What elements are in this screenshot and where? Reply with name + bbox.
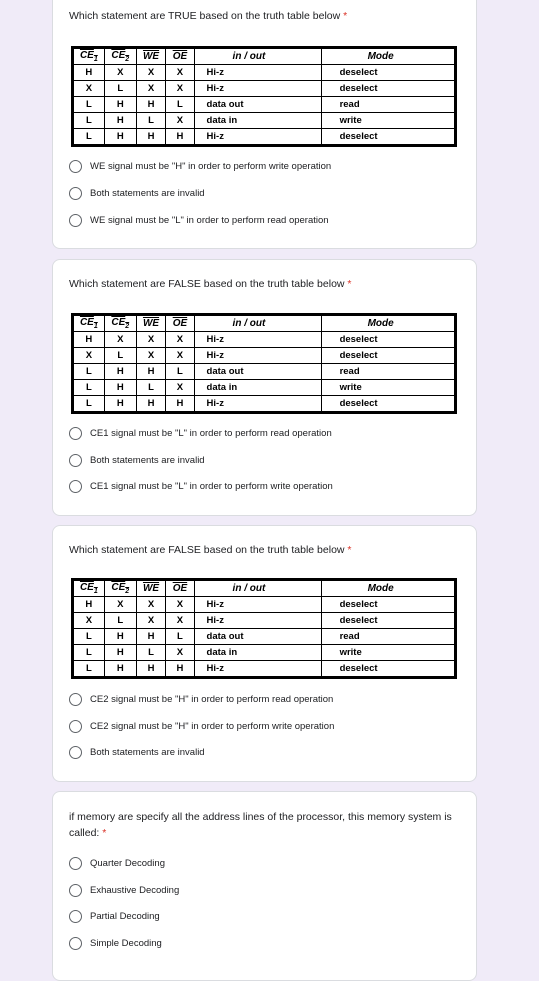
table-cell: data out <box>194 629 321 645</box>
table-row <box>73 629 456 645</box>
question-card-1 <box>52 0 477 249</box>
table-cell: H <box>136 396 166 413</box>
table-cell: read <box>321 364 455 380</box>
radio-button[interactable] <box>69 884 82 897</box>
table-row <box>73 129 456 146</box>
table-cell: L <box>136 645 166 661</box>
table-cell: X <box>166 113 194 129</box>
option-2[interactable]: Both statements are invalid <box>69 187 205 200</box>
table-cell: read <box>321 629 455 645</box>
table-header: in / out <box>194 48 321 65</box>
table-cell: deselect <box>321 597 455 613</box>
table-cell: deselect <box>321 81 455 97</box>
radio-button[interactable] <box>69 480 82 493</box>
question-card-4 <box>52 791 477 981</box>
table-cell: deselect <box>321 396 455 413</box>
table-cell: data out <box>194 97 321 113</box>
table-header: $CE_1$ <box>73 48 105 65</box>
table-row <box>73 348 456 364</box>
table-cell: X <box>166 332 194 348</box>
table-cell: Hi-z <box>194 613 321 629</box>
table-cell: L <box>73 645 105 661</box>
table-cell: H <box>73 332 105 348</box>
table-header: $CE_2$ <box>104 48 136 65</box>
table-cell: H <box>73 65 105 81</box>
table-row <box>73 661 456 678</box>
table-cell: write <box>321 645 455 661</box>
table-cell: data in <box>194 645 321 661</box>
table-cell: L <box>73 629 105 645</box>
table-header: Mode <box>321 315 455 332</box>
table-cell: L <box>73 129 105 146</box>
table-cell: Hi-z <box>194 65 321 81</box>
table-cell: X <box>166 645 194 661</box>
option-2[interactable]: Exhaustive Decoding <box>69 884 179 897</box>
table-cell: H <box>136 97 166 113</box>
table-cell: Hi-z <box>194 348 321 364</box>
table-cell: data in <box>194 380 321 396</box>
radio-button[interactable] <box>69 720 82 733</box>
table-cell: L <box>73 113 105 129</box>
radio-button[interactable] <box>69 454 82 467</box>
table-cell: Hi-z <box>194 396 321 413</box>
option-2[interactable]: Both statements are invalid <box>69 454 205 467</box>
table-cell: L <box>166 97 194 113</box>
question-card-2 <box>52 259 477 516</box>
table-cell: L <box>166 629 194 645</box>
table-cell: X <box>166 65 194 81</box>
table-cell: Hi-z <box>194 81 321 97</box>
option-1[interactable]: CE2 signal must be "H" in order to perform read operation <box>69 693 333 706</box>
table-cell: read <box>321 97 455 113</box>
table-cell: H <box>136 364 166 380</box>
question-text: Which statement are TRUE based on the truth table below * <box>69 10 348 22</box>
table-cell: deselect <box>321 65 455 81</box>
table-header: $\overline{OE}$ <box>166 48 194 65</box>
table-cell: L <box>136 380 166 396</box>
table-cell: X <box>166 597 194 613</box>
table-cell: H <box>73 597 105 613</box>
table-header: $CE_1$ <box>73 315 105 332</box>
table-cell: L <box>73 380 105 396</box>
table-cell: H <box>104 113 136 129</box>
table-cell: H <box>104 645 136 661</box>
truth-table <box>71 46 457 147</box>
table-header: $CE_1$ <box>73 580 105 597</box>
table-row <box>73 380 456 396</box>
radio-button[interactable] <box>69 427 82 440</box>
table-cell: H <box>104 97 136 113</box>
table-row <box>73 645 456 661</box>
option-1[interactable]: Quarter Decoding <box>69 857 165 870</box>
radio-button[interactable] <box>69 693 82 706</box>
question-text: Which statement are FALSE based on the truth table below * <box>69 544 352 556</box>
table-cell: H <box>104 380 136 396</box>
option-1[interactable]: WE signal must be "H" in order to perform write operation <box>69 160 331 173</box>
table-cell: Hi-z <box>194 661 321 678</box>
table-row <box>73 81 456 97</box>
truth-table <box>71 313 457 414</box>
table-cell: L <box>104 81 136 97</box>
table-cell: H <box>166 661 194 678</box>
table-cell: X <box>166 81 194 97</box>
table-header: $CE_2$ <box>104 580 136 597</box>
radio-button[interactable] <box>69 937 82 950</box>
table-cell: H <box>136 629 166 645</box>
table-cell: H <box>166 129 194 146</box>
table-cell: X <box>166 380 194 396</box>
table-header: Mode <box>321 48 455 65</box>
table-row <box>73 332 456 348</box>
table-header: $\overline{OE}$ <box>166 315 194 332</box>
question-text: if memory are specify all the address lines of the processor, this memory system is called: * <box>69 811 452 839</box>
table-header: $CE_2$ <box>104 315 136 332</box>
table-row <box>73 364 456 380</box>
table-cell: X <box>104 65 136 81</box>
table-cell: X <box>73 81 105 97</box>
table-cell: X <box>73 348 105 364</box>
table-row <box>73 97 456 113</box>
table-cell: L <box>73 661 105 678</box>
table-cell: H <box>104 364 136 380</box>
table-header: Mode <box>321 580 455 597</box>
radio-button[interactable] <box>69 160 82 173</box>
table-cell: X <box>136 348 166 364</box>
table-cell: L <box>104 613 136 629</box>
truth-table <box>71 578 457 679</box>
table-row <box>73 113 456 129</box>
table-cell: L <box>166 364 194 380</box>
table-cell: H <box>136 661 166 678</box>
table-row <box>73 396 456 413</box>
table-row <box>73 613 456 629</box>
table-cell: X <box>166 348 194 364</box>
table-cell: Hi-z <box>194 332 321 348</box>
radio-button[interactable] <box>69 214 82 227</box>
option-3[interactable]: WE signal must be "L" in order to perform read operation <box>69 214 329 227</box>
table-cell: Hi-z <box>194 597 321 613</box>
table-cell: H <box>104 629 136 645</box>
table-cell: X <box>136 332 166 348</box>
radio-button[interactable] <box>69 910 82 923</box>
table-cell: H <box>104 396 136 413</box>
table-header: $\overline{WE}$ <box>136 580 166 597</box>
table-cell: X <box>136 597 166 613</box>
option-3[interactable]: Partial Decoding <box>69 910 160 923</box>
table-header: $\overline{OE}$ <box>166 580 194 597</box>
radio-button[interactable] <box>69 746 82 759</box>
table-cell: deselect <box>321 661 455 678</box>
table-cell: deselect <box>321 332 455 348</box>
table-header: $\overline{WE}$ <box>136 315 166 332</box>
table-cell: H <box>136 129 166 146</box>
table-cell: X <box>104 597 136 613</box>
table-row <box>73 65 456 81</box>
option-2[interactable]: CE2 signal must be "H" in order to perform write operation <box>69 720 334 733</box>
table-header: $\overline{WE}$ <box>136 48 166 65</box>
table-cell: L <box>73 364 105 380</box>
table-row <box>73 597 456 613</box>
table-cell: H <box>104 129 136 146</box>
table-cell: X <box>166 613 194 629</box>
radio-button[interactable] <box>69 857 82 870</box>
option-3[interactable]: CE1 signal must be "L" in order to perform write operation <box>69 480 333 493</box>
table-cell: deselect <box>321 129 455 146</box>
radio-button[interactable] <box>69 187 82 200</box>
table-cell: Hi-z <box>194 129 321 146</box>
table-cell: L <box>104 348 136 364</box>
table-cell: H <box>166 396 194 413</box>
table-header: in / out <box>194 315 321 332</box>
table-cell: deselect <box>321 613 455 629</box>
question-card-3 <box>52 525 477 782</box>
table-cell: L <box>73 396 105 413</box>
table-cell: H <box>104 661 136 678</box>
option-1[interactable]: CE1 signal must be "L" in order to perform read operation <box>69 427 332 440</box>
table-cell: X <box>136 81 166 97</box>
table-cell: L <box>136 113 166 129</box>
table-cell: X <box>136 613 166 629</box>
table-cell: write <box>321 380 455 396</box>
table-cell: data out <box>194 364 321 380</box>
table-cell: X <box>136 65 166 81</box>
option-3[interactable]: Both statements are invalid <box>69 746 205 759</box>
question-text: Which statement are FALSE based on the truth table below * <box>69 278 352 290</box>
table-cell: X <box>104 332 136 348</box>
table-header: in / out <box>194 580 321 597</box>
table-cell: data in <box>194 113 321 129</box>
option-4[interactable]: Simple Decoding <box>69 937 162 950</box>
table-cell: X <box>73 613 105 629</box>
table-cell: deselect <box>321 348 455 364</box>
table-cell: write <box>321 113 455 129</box>
table-cell: L <box>73 97 105 113</box>
